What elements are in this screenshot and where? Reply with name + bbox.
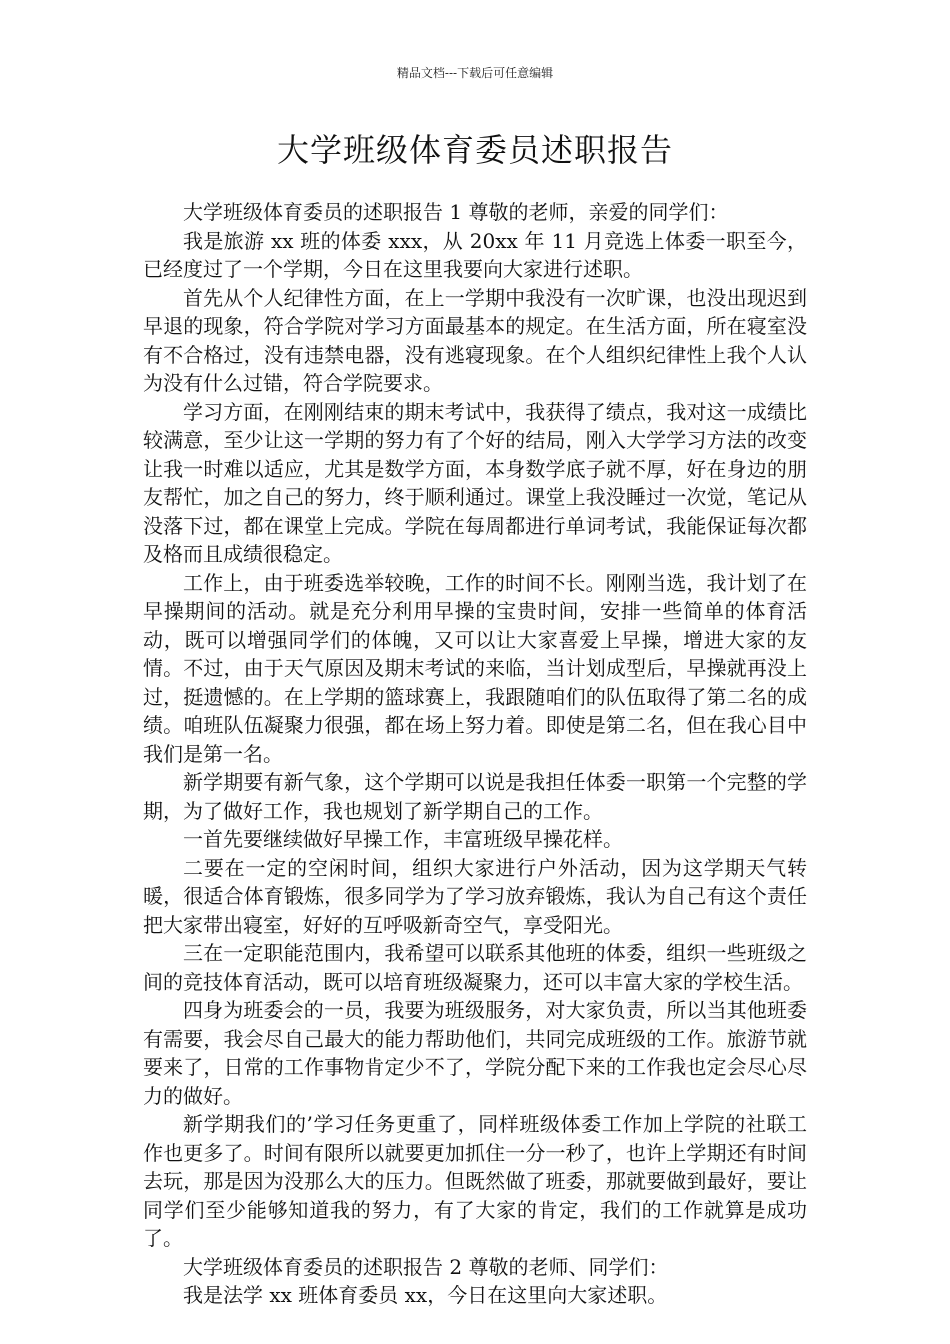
paragraph: 新学期我们的’学习任务更重了，同样班级体委工作加上学院的社联工作也更多了。时间有限所以就要更加抓住一分一秒了，也许上学期还有时间去玩，那是因为没那么大的压力。但既然做了班委，那就要做到最好，要让同学们至少能够知道我的努力，有了大家的肯定，我们的工作就算是成功了。 xyxy=(143,1112,807,1250)
paragraph: 一首先要继续做好早操工作，丰富班级早操花样。 xyxy=(183,827,623,851)
paragraph: 学习方面，在刚刚结束的期末考试中，我获得了绩点，我对这一成绩比较满意，至少让这一学期的努力有了个好的结局，刚入大学学习方法的改变让我一时难以适应，尤其是数学方面，本身数学底子就不厚，好在身边的朋友帮忙，加之自己的努力，终于顺利通过。课堂上我没睡过一次觉，笔记从没落下过，都在课堂上完成。学院在每周都进行单词考试，我能保证每次都及格而且成绩很稳定。 xyxy=(143,399,807,566)
paragraph: 首先从个人纪律性方面，在上一学期中我没有一次旷课，也没出现迟到早退的现象，符合学院对学习方面最基本的规定。在生活方面，所在寝室没有不合格过，没有违禁电器，没有逃寝现象。在个人组织纪律性上我个人认为没有什么过错，符合学院要求。 xyxy=(143,285,807,395)
document-body xyxy=(143,198,807,1310)
paragraph: 四身为班委会的一员，我要为班级服务，对大家负责，所以当其他班委有需要，我会尽自己最大的能力帮助他们，共同完成班级的工作。旅游节就要来了，日常的工作事物肯定少不了，学院分配下来的工作我也定会尽心尽力的做好。 xyxy=(143,998,807,1108)
paragraph: 新学期要有新气象，这个学期可以说是我担任体委一职第一个完整的学期，为了做好工作，我也规划了新学期自己的工作。 xyxy=(143,770,807,823)
document-title: 大学班级体育委员述职报告 xyxy=(276,131,673,169)
paragraph: 二要在一定的空闲时间，组织大家进行户外活动，因为这学期天气转暖，很适合体育锻炼，很多同学为了学习放弃锻炼，我认为自己有这个责任把大家带出寝室，好好的互呼吸新奇空气，享受阳光。 xyxy=(143,855,807,937)
paragraph: 我是旅游 xx 班的体委 xxx，从 20xx 年 11 月竞选上体委一职至今，已经度过了一个学期，今日在这里我要向大家进行述职。 xyxy=(143,228,807,281)
paragraph: 大学班级体育委员的述职报告 1 尊敬的老师，亲爱的同学们： xyxy=(183,200,729,224)
paragraph: 我是法学 xx 班体育委员 xx，今日在这里向大家述职。 xyxy=(183,1283,668,1307)
header-note: 精品文档---下载后可任意编辑 xyxy=(396,66,554,80)
paragraph: 三在一定职能范围内，我希望可以联系其他班的体委，组织一些班级之间的竞技体育活动，既可以培育班级凝聚力，还可以丰富大家的学校生活。 xyxy=(143,941,807,994)
paragraph: 大学班级体育委员的述职报告 2 尊敬的老师、同学们： xyxy=(183,1254,669,1279)
paragraph: 工作上，由于班委选举较晚，工作的时间不长。刚刚当选，我计划了在早操期间的活动。就是充分利用早操的宝贵时间，安排一些简单的体育活动，既可以增强同学们的体魄，又可以让大家喜爱上早操，增进大家的友情。不过，由于天气原因及期末考试的来临，当计划成型后，早操就再没上过，挺遗憾的。在上学期的篮球赛上，我跟随咱们的队伍取得了第二名的成绩。咱班队伍凝聚力很强，都在场上努力着。即使是第二名，但在我心目中我们是第一名。 xyxy=(143,570,807,766)
